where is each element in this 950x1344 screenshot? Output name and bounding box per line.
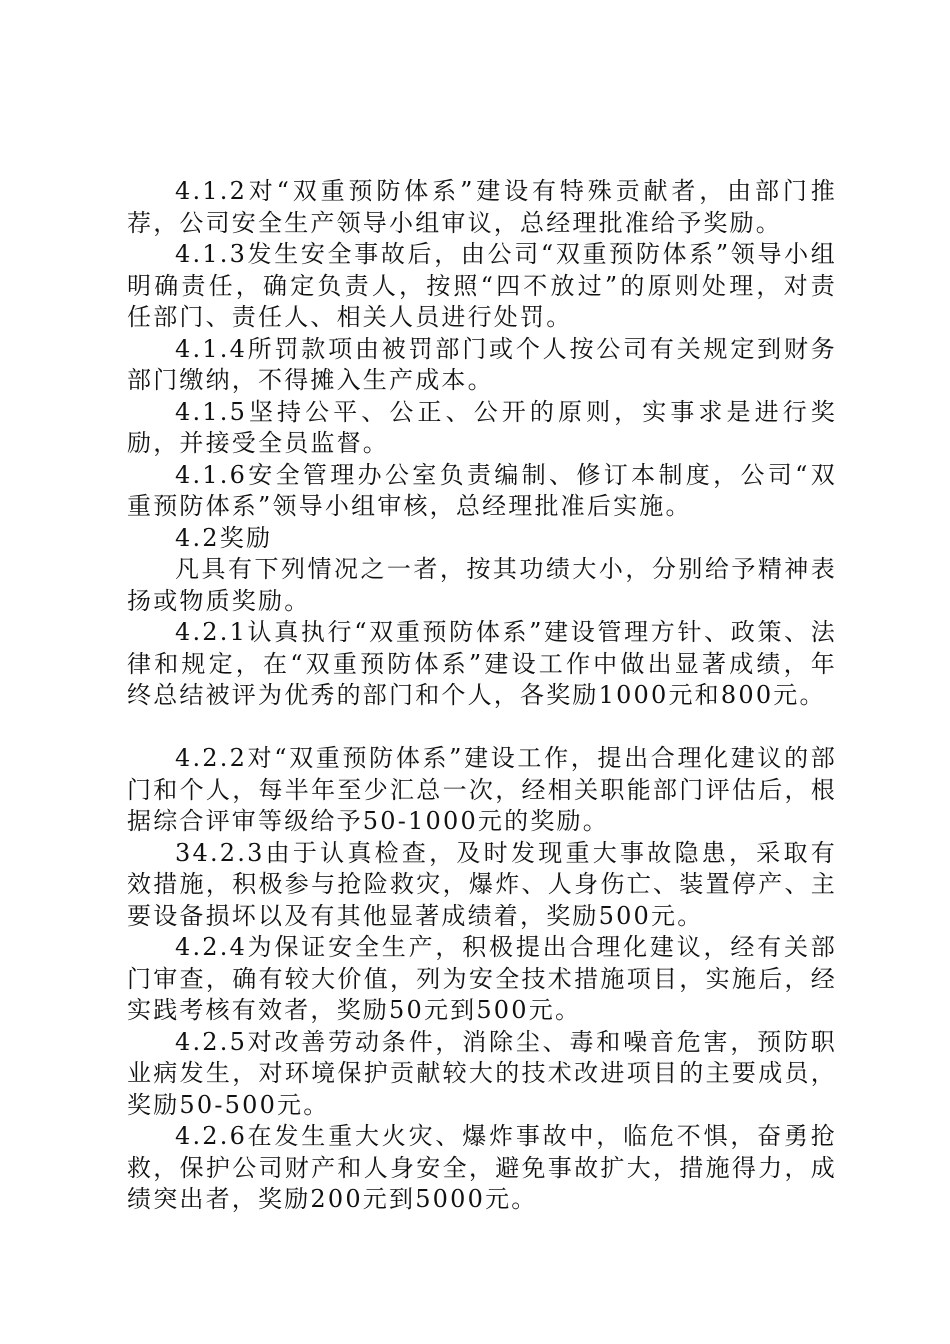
paragraph-4-2-4: 4.2.4为保证安全生产，积极提出合理化建议，经有关部门审查，确有较大价值，列为安全技术措施项目，实施后，经实践考核有效者，奖励50元到500元。 — [127, 933, 837, 1024]
paragraph-4-1-5: 4.1.5坚持公平、公正、公开的原则，实事求是进行奖励，并接受全员监督。 — [127, 397, 837, 457]
paragraph-4-1-4: 4.1.4所罚款项由被罚部门或个人按公司有关规定到财务部门缴纳，不得摊入生产成本。 — [127, 334, 837, 394]
paragraph-4-2-3: 34.2.3由于认真检查，及时发现重大事故隐患，采取有效措施，积极参与抢险救灾，爆炸、人身伤亡、装置停产、主要设备损坏以及有其他显著成绩着，奖励500元。 — [127, 838, 837, 930]
paragraph-4-1-2: 4.1.2对“双重预防体系”建设有特殊贡献者，由部门推荐，公司安全生产领导小组审议，总经理批准给予奖励。 — [127, 177, 837, 237]
section-heading-4-2: 4.2奖励 — [175, 523, 273, 552]
paragraph-4-2-6: 4.2.6在发生重大火灾、爆炸事故中，临危不惧，奋勇抢救，保护公司财产和人身安全，避免事故扩大，措施得力，成绩突出者，奖励200元到5000元。 — [127, 1122, 837, 1213]
paragraph-4-2-5: 4.2.5对改善劳动条件，消除尘、毒和噪音危害，预防职业病发生，对环境保护贡献较大的技术改进项目的主要成员，奖励50-500元。 — [127, 1027, 837, 1119]
paragraph-4-1-3: 4.1.3发生安全事故后，由公司“双重预防体系”领导小组明确责任，确定负责人，按照“四不放过”的原则处理，对责任部门、责任人、相关人员进行处罚。 — [127, 240, 837, 331]
paragraph-4-2-intro: 凡具有下列情况之一者，按其功绩大小，分别给予精神表扬或物质奖励。 — [127, 555, 837, 615]
document-body — [127, 176, 837, 1216]
blank-line — [127, 712, 837, 744]
paragraph-4-2-2: 4.2.2对“双重预防体系”建设工作，提出合理化建议的部门和个人，每半年至少汇总一次，经相关职能部门评估后，根据综合评审等级给予50-1000元的奖励。 — [127, 744, 837, 835]
paragraph-4-2-1: 4.2.1认真执行“双重预防体系”建设管理方针、政策、法律和规定，在“双重预防体系”建设工作中做出显著成绩，年终总结被评为优秀的部门和个人，各奖励1000元和800元。 — [127, 618, 837, 709]
paragraph-4-1-6: 4.1.6安全管理办公室负责编制、修订本制度，公司“双重预防体系”领导小组审核，总经理批准后实施。 — [127, 460, 837, 520]
